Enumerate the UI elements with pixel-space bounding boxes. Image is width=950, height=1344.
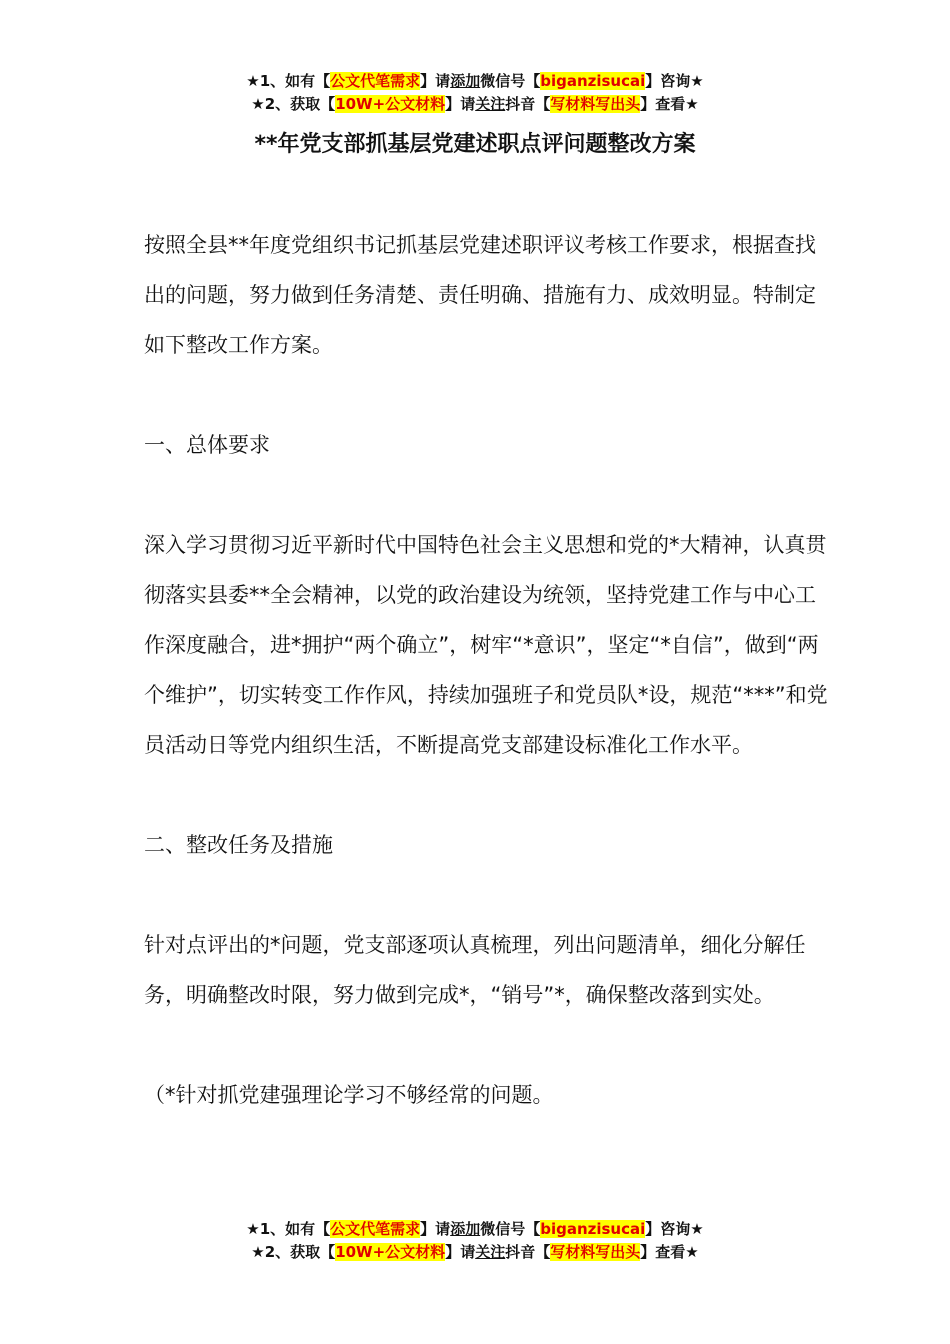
service-highlight: 公文代笔需求 xyxy=(330,1220,421,1238)
douyin-highlight: 写材料写出头 xyxy=(550,95,641,113)
document-title: **年党支部抓基层党建述职点评问题整改方案 xyxy=(254,132,696,157)
banner-line-2: ★2、获取【10W+公文材料】请关注抖音【写材料写出头】查看★ xyxy=(251,1243,699,1261)
materials-highlight: 10W+公文材料 xyxy=(335,95,446,113)
task-item-1: （*针对抓党建强理论学习不够经常的问题。 xyxy=(144,1083,554,1107)
intro-paragraph: 按照全县**年度党组织书记抓基层党建述职评议考核工作要求，根据查找出的问题，努力做到任务清楚、责任明确、措施有力、成效明显。特制定如下整改工作方案。 xyxy=(144,233,816,357)
banner-line-1: ★1、如有【公文代笔需求】请添加微信号【biganzisucai】咨询★ xyxy=(246,1220,704,1238)
wechat-id-highlight: biganzisucai xyxy=(540,1220,646,1238)
banner-line-1: ★1、如有【公文代笔需求】请添加微信号【biganzisucai】咨询★ xyxy=(246,72,704,90)
tasks-paragraph: 针对点评出的*问题，党支部逐项认真梳理，列出问题清单，细化分解任务，明确整改时限，努力做到完成*，“销号”*，确保整改落到实处。 xyxy=(144,933,806,1007)
materials-highlight: 10W+公文材料 xyxy=(335,1243,446,1261)
douyin-highlight: 写材料写出头 xyxy=(550,1243,641,1261)
top-banner xyxy=(0,70,950,116)
document-body xyxy=(144,220,834,1120)
bottom-banner xyxy=(0,1218,950,1264)
section-heading-tasks: 二、整改任务及措施 xyxy=(144,833,333,857)
general-requirements-paragraph: 深入学习贯彻习近平新时代中国特色社会主义思想和党的*大精神，认真贯彻落实县委**全会精神，以党的政治建设为统领，坚持党建工作与中心工作深度融合，进*拥护“两个确立”，树牢“*意识”，坚定“*自信”，做到“两个维护”，切实转变工作作风，持续加强班子和党员队*设，规范“***”和党员活动日等党内组织生活，不断提高党支部建设标准化工作水平。 xyxy=(144,533,828,757)
section-heading-general: 一、总体要求 xyxy=(144,433,270,457)
service-highlight: 公文代笔需求 xyxy=(330,72,421,90)
wechat-id-highlight: biganzisucai xyxy=(540,72,646,90)
banner-line-2: ★2、获取【10W+公文材料】请关注抖音【写材料写出头】查看★ xyxy=(251,95,699,113)
